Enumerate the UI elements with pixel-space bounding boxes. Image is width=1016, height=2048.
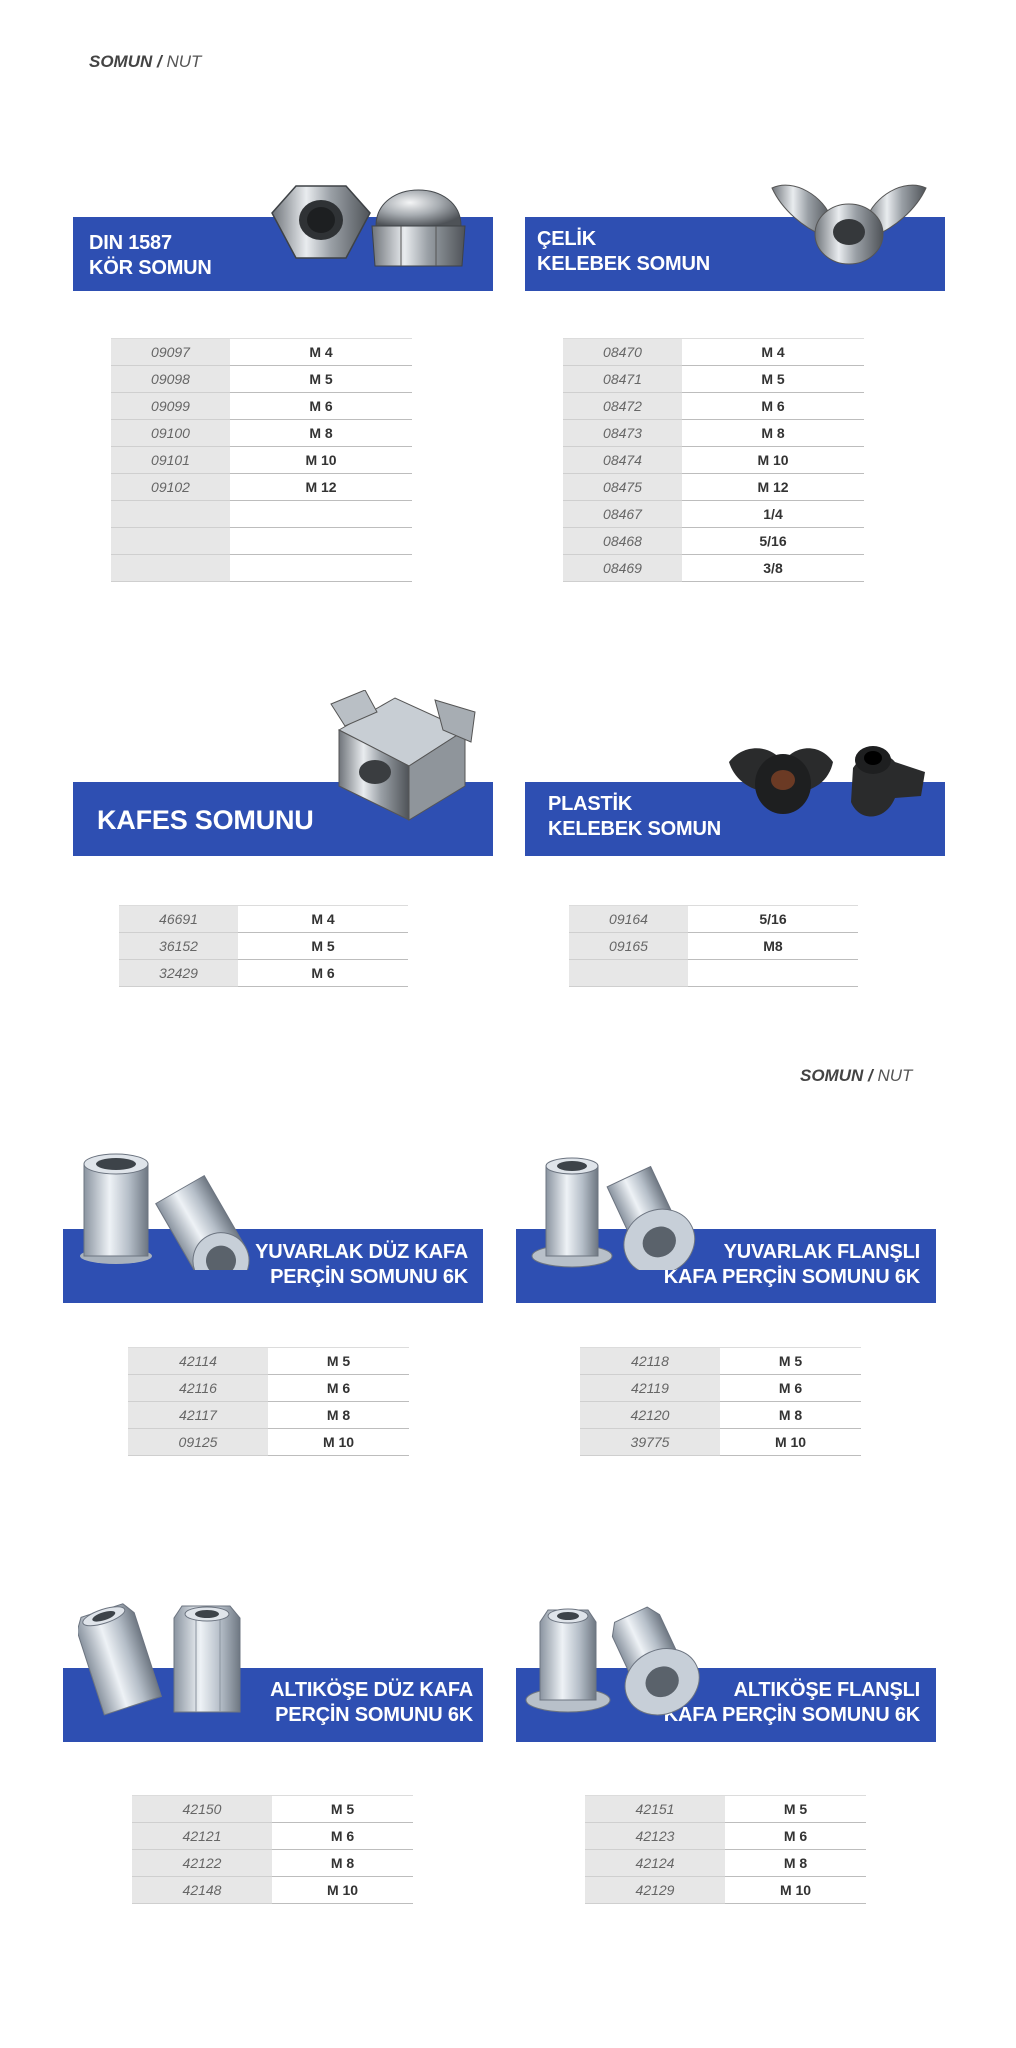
thread-size bbox=[230, 528, 412, 555]
thread-size: M 8 bbox=[272, 1850, 413, 1877]
product-code bbox=[111, 528, 230, 555]
product-code: 42118 bbox=[580, 1348, 720, 1375]
thread-size: M 5 bbox=[272, 1796, 413, 1823]
thread-size: M 5 bbox=[720, 1348, 861, 1375]
product-code: 08473 bbox=[563, 420, 682, 447]
table-row bbox=[569, 933, 858, 960]
table-row bbox=[119, 906, 408, 933]
thread-size: M 6 bbox=[268, 1375, 409, 1402]
cap-nut-icon bbox=[266, 158, 466, 278]
table-row bbox=[563, 474, 864, 501]
thread-size: M 5 bbox=[268, 1348, 409, 1375]
thread-size: M 6 bbox=[230, 393, 412, 420]
hex-flat-rivet-nut-icon bbox=[78, 1600, 253, 1718]
thread-size: M 4 bbox=[682, 339, 864, 366]
product-title: ALTIKÖŞE FLANŞLI KAFA PERÇİN SOMUNU 6K bbox=[663, 1679, 920, 1726]
product-title: YUVARLAK DÜZ KAFA PERÇİN SOMUNU 6K bbox=[255, 1241, 468, 1288]
thread-size: M 5 bbox=[238, 933, 408, 960]
product-code: 36152 bbox=[119, 933, 238, 960]
product-code: 42150 bbox=[132, 1796, 272, 1823]
table-row bbox=[128, 1402, 409, 1429]
product-code: 42121 bbox=[132, 1823, 272, 1850]
product-code: 09097 bbox=[111, 339, 230, 366]
spec-table-cage-nut bbox=[119, 905, 408, 987]
table-row bbox=[111, 501, 412, 528]
thread-size: M 6 bbox=[725, 1823, 866, 1850]
thread-size: M 10 bbox=[272, 1877, 413, 1904]
table-row bbox=[569, 906, 858, 933]
spec-table-round-flat-rivet-nut bbox=[128, 1347, 409, 1456]
round-flat-rivet-nut-icon bbox=[76, 1146, 251, 1270]
product-code: 09100 bbox=[111, 420, 230, 447]
table-row bbox=[563, 528, 864, 555]
section-label: SOMUN / NUT bbox=[89, 52, 202, 71]
product-code: 42122 bbox=[132, 1850, 272, 1877]
thread-size: M 12 bbox=[230, 474, 412, 501]
thread-size: 5/16 bbox=[682, 528, 864, 555]
thread-size: M 10 bbox=[725, 1877, 866, 1904]
table-row bbox=[585, 1796, 866, 1823]
product-code: 46691 bbox=[119, 906, 238, 933]
product-code: 39775 bbox=[580, 1429, 720, 1456]
product-code: 08469 bbox=[563, 555, 682, 582]
table-row bbox=[132, 1850, 413, 1877]
product-code: 08467 bbox=[563, 501, 682, 528]
table-row bbox=[569, 960, 858, 987]
cage-nut-icon bbox=[325, 690, 480, 830]
table-row bbox=[128, 1375, 409, 1402]
thread-size: M 10 bbox=[268, 1429, 409, 1456]
thread-size bbox=[230, 555, 412, 582]
thread-size: M 8 bbox=[725, 1850, 866, 1877]
table-row bbox=[119, 933, 408, 960]
table-row bbox=[111, 447, 412, 474]
plastic-wing-nut-icon bbox=[725, 732, 935, 832]
product-code: 42120 bbox=[580, 1402, 720, 1429]
table-row bbox=[128, 1429, 409, 1456]
table-row bbox=[585, 1877, 866, 1904]
table-row bbox=[111, 555, 412, 582]
product-code: 42117 bbox=[128, 1402, 268, 1429]
spec-table-body bbox=[132, 1796, 413, 1904]
product-code: 09099 bbox=[111, 393, 230, 420]
thread-size: M 10 bbox=[720, 1429, 861, 1456]
product-code: 42148 bbox=[132, 1877, 272, 1904]
spec-table-body bbox=[569, 906, 858, 987]
product-code: 42124 bbox=[585, 1850, 725, 1877]
table-row bbox=[132, 1823, 413, 1850]
spec-table-round-flange-rivet-nut bbox=[580, 1347, 861, 1456]
table-row bbox=[563, 447, 864, 474]
thread-size: M 6 bbox=[720, 1375, 861, 1402]
product-code bbox=[111, 501, 230, 528]
thread-size: M 8 bbox=[268, 1402, 409, 1429]
spec-table-hex-flat-rivet-nut bbox=[132, 1795, 413, 1904]
table-row bbox=[111, 528, 412, 555]
thread-size bbox=[230, 501, 412, 528]
table-row bbox=[111, 420, 412, 447]
table-row bbox=[580, 1402, 861, 1429]
table-row bbox=[563, 555, 864, 582]
table-row bbox=[119, 960, 408, 987]
spec-table-wing-nut bbox=[563, 338, 864, 582]
table-row bbox=[563, 420, 864, 447]
product-title: PLASTİK KELEBEK SOMUN bbox=[548, 793, 721, 840]
product-title: ALTIKÖŞE DÜZ KAFA PERÇİN SOMUNU 6K bbox=[270, 1679, 473, 1726]
thread-size: M 10 bbox=[682, 447, 864, 474]
product-code: 42116 bbox=[128, 1375, 268, 1402]
table-row bbox=[580, 1375, 861, 1402]
spec-table-body bbox=[119, 906, 408, 987]
thread-size: M 8 bbox=[230, 420, 412, 447]
product-code: 08471 bbox=[563, 366, 682, 393]
table-row bbox=[111, 366, 412, 393]
table-row bbox=[563, 366, 864, 393]
product-code: 09164 bbox=[569, 906, 688, 933]
table-row bbox=[585, 1823, 866, 1850]
section-label-2: SOMUN / NUT bbox=[800, 1066, 913, 1085]
product-code: 32429 bbox=[119, 960, 238, 987]
thread-size: M 4 bbox=[230, 339, 412, 366]
spec-table-body bbox=[585, 1796, 866, 1904]
thread-size: M 12 bbox=[682, 474, 864, 501]
spec-table-cap-nut bbox=[111, 338, 412, 582]
product-code: 09098 bbox=[111, 366, 230, 393]
spec-table-body bbox=[128, 1348, 409, 1456]
product-code: 09101 bbox=[111, 447, 230, 474]
table-row bbox=[563, 393, 864, 420]
product-code: 08472 bbox=[563, 393, 682, 420]
spec-table-body bbox=[111, 339, 412, 582]
table-row bbox=[585, 1850, 866, 1877]
table-row bbox=[580, 1348, 861, 1375]
product-title: KAFES SOMUNU bbox=[97, 805, 314, 835]
thread-size: M 6 bbox=[272, 1823, 413, 1850]
product-code: 42119 bbox=[580, 1375, 720, 1402]
product-code: 42123 bbox=[585, 1823, 725, 1850]
thread-size: M 8 bbox=[682, 420, 864, 447]
product-code: 42151 bbox=[585, 1796, 725, 1823]
spec-table-plastic-wing-nut bbox=[569, 905, 858, 987]
table-row bbox=[132, 1796, 413, 1823]
thread-size: M 5 bbox=[230, 366, 412, 393]
product-code: 09125 bbox=[128, 1429, 268, 1456]
thread-size: M 8 bbox=[720, 1402, 861, 1429]
table-row bbox=[111, 393, 412, 420]
thread-size: M 5 bbox=[682, 366, 864, 393]
thread-size: M 5 bbox=[725, 1796, 866, 1823]
round-flange-rivet-nut-icon bbox=[530, 1152, 700, 1270]
product-code: 08468 bbox=[563, 528, 682, 555]
product-code: 09165 bbox=[569, 933, 688, 960]
product-code: 08475 bbox=[563, 474, 682, 501]
spec-table-hex-flange-rivet-nut bbox=[585, 1795, 866, 1904]
product-code: 09102 bbox=[111, 474, 230, 501]
product-title: ÇELİK KELEBEK SOMUN bbox=[537, 228, 710, 275]
table-row bbox=[128, 1348, 409, 1375]
product-code: 42129 bbox=[585, 1877, 725, 1904]
thread-size: M 10 bbox=[230, 447, 412, 474]
table-row bbox=[111, 339, 412, 366]
thread-size: 3/8 bbox=[682, 555, 864, 582]
product-code: 42114 bbox=[128, 1348, 268, 1375]
table-row bbox=[111, 474, 412, 501]
spec-table-body bbox=[580, 1348, 861, 1456]
table-row bbox=[563, 501, 864, 528]
thread-size: 5/16 bbox=[688, 906, 858, 933]
product-code bbox=[569, 960, 688, 987]
table-row bbox=[563, 339, 864, 366]
thread-size: 1/4 bbox=[682, 501, 864, 528]
hex-flange-rivet-nut-icon bbox=[522, 1600, 712, 1718]
table-row bbox=[580, 1429, 861, 1456]
wing-nut-icon bbox=[764, 178, 934, 274]
product-title: YUVARLAK FLANŞLI KAFA PERÇİN SOMUNU 6K bbox=[663, 1241, 920, 1288]
spec-table-body bbox=[563, 339, 864, 582]
product-code: 08474 bbox=[563, 447, 682, 474]
thread-size: M 4 bbox=[238, 906, 408, 933]
product-code: 08470 bbox=[563, 339, 682, 366]
thread-size: M 6 bbox=[682, 393, 864, 420]
table-row bbox=[132, 1877, 413, 1904]
thread-size: M8 bbox=[688, 933, 858, 960]
thread-size bbox=[688, 960, 858, 987]
thread-size: M 6 bbox=[238, 960, 408, 987]
product-code bbox=[111, 555, 230, 582]
product-title: DIN 1587 KÖR SOMUN bbox=[89, 232, 212, 279]
